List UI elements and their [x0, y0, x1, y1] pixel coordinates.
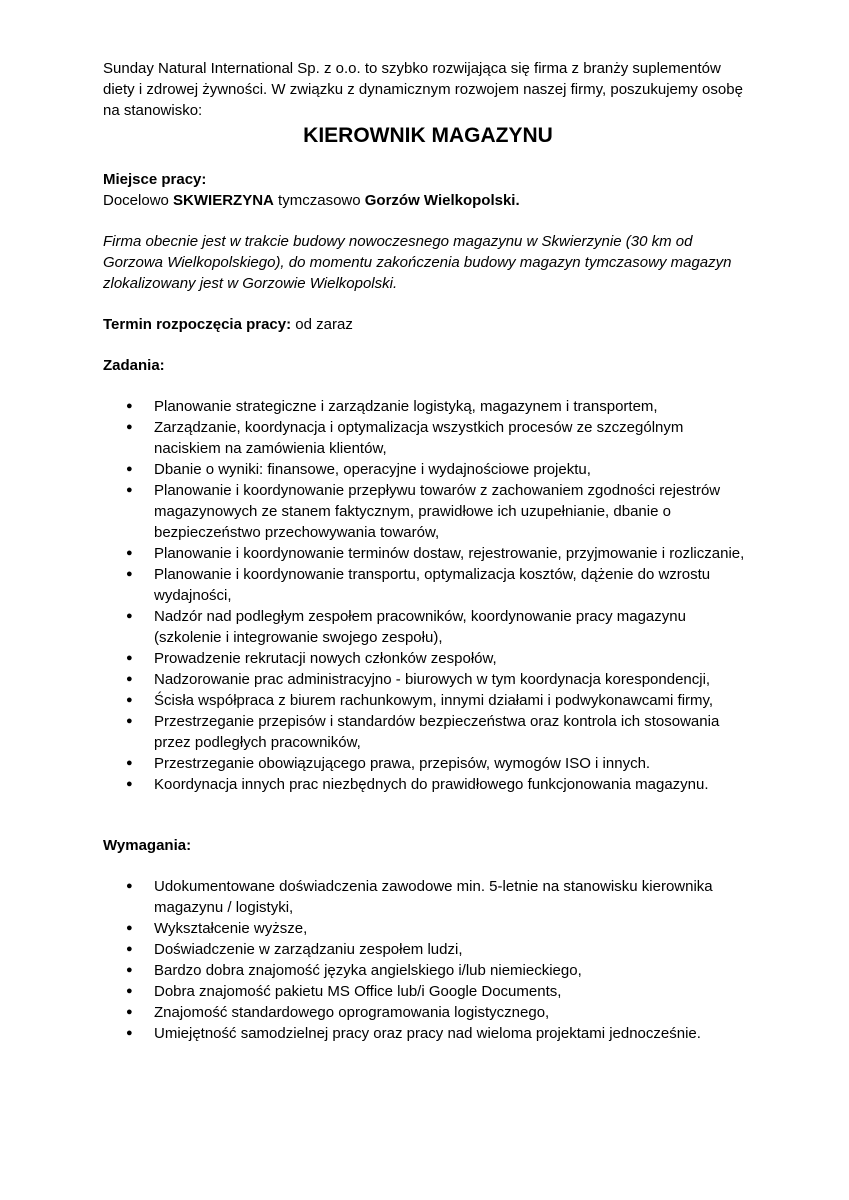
list-item: ● Znajomość standardowego oprogramowania logistycznego,: [103, 1002, 753, 1023]
list-item: ● Planowanie i koordynowanie transportu, optymalizacja kosztów, dążenie do wzrostu wydajności,: [103, 564, 753, 606]
list-item: ● Ścisła współpraca z biurem rachunkowym, innymi działami i podwykonawcami firmy,: [103, 690, 753, 711]
list-item: ● Prowadzenie rekrutacji nowych członków zespołów,: [103, 648, 753, 669]
document-page: [103, 58, 753, 1044]
list-item: ● Wykształcenie wyższe,: [103, 918, 753, 939]
requirements-heading: Wymagania:: [103, 837, 192, 854]
workplace-middle: tymczasowo: [273, 192, 365, 209]
workplace-line: [103, 190, 753, 211]
workplace-label: Miejsce pracy:: [103, 171, 207, 188]
job-title: KIEROWNIK MAGAZYNU: [303, 124, 553, 147]
list-item: ● Planowanie i koordynowanie terminów dostaw, rejestrowanie, przyjmowanie i rozliczanie,: [103, 543, 753, 564]
warehouse-note: Firma obecnie jest w trakcie budowy nowoczesnego magazynu w Skwierzynie (30 km od Gorzowa Wielkopolskiego), do momentu zakończenia budowy magazyn tymczasowy magazyn zlokalizowany jest w Gorzowie Wielkopolski.: [103, 233, 732, 292]
workplace-prefix: Docelowo: [103, 192, 174, 209]
list-item: ● Przestrzeganie przepisów i standardów bezpieczeństwa oraz kontrola ich stosowania przez podległych pracowników,: [103, 711, 753, 753]
tasks-list: [103, 396, 753, 795]
requirements-list: [103, 876, 753, 1044]
list-item: ● Koordynacja innych prac niezbędnych do prawidłowego funkcjonowania magazynu.: [103, 774, 753, 795]
list-item: ● Planowanie i koordynowanie przepływu towarów z zachowaniem zgodności rejestrów magazynowych ze stanem faktycznym, prawidłowe ich uzupełnianie, dbanie o bezpieczeństwo przechowywania towarów,: [103, 480, 753, 543]
list-item: ● Planowanie strategiczne i zarządzanie logistyką, magazynem i transportem,: [103, 396, 753, 417]
start-date-label: Termin rozpoczęcia pracy:: [103, 316, 292, 333]
intro-paragraph: Sunday Natural International Sp. z o.o. to szybko rozwijająca się firma z branży suplementów diety i zdrowej żywności. W związku z dynamicznym rozwojem naszej firmy, poszukujemy osobę na stanowisko:: [103, 60, 743, 119]
list-item: ● Umiejętność samodzielnej pracy oraz pracy nad wieloma projektami jednocześnie.: [103, 1023, 753, 1044]
tasks-heading: Zadania:: [103, 357, 165, 374]
list-item: ● Zarządzanie, koordynacja i optymalizacja wszystkich procesów ze szczególnym naciskiem na zamówienia klientów,: [103, 417, 753, 459]
list-item: ● Udokumentowane doświadczenia zawodowe min. 5-letnie na stanowisku kierownika magazynu / logistyki,: [103, 876, 753, 918]
list-item: ● Nadzorowanie prac administracyjno - biurowych w tym koordynacja korespondencji,: [103, 669, 753, 690]
start-date-value: od zaraz: [291, 316, 353, 333]
list-item: ● Dobra znajomość pakietu MS Office lub/i Google Documents,: [103, 981, 753, 1002]
start-date-line: [103, 314, 753, 335]
workplace-city-temporary: Gorzów Wielkopolski.: [364, 192, 520, 209]
list-item: ● Nadzór nad podległym zespołem pracowników, koordynowanie pracy magazynu (szkolenie i integrowanie swojego zespołu),: [103, 606, 753, 648]
list-item: ● Przestrzeganie obowiązującego prawa, przepisów, wymogów ISO i innych.: [103, 753, 753, 774]
workplace-city-primary: SKWIERZYNA: [173, 192, 274, 209]
list-item: ● Dbanie o wyniki: finansowe, operacyjne i wydajnościowe projektu,: [103, 459, 753, 480]
list-item: ● Doświadczenie w zarządzaniu zespołem ludzi,: [103, 939, 753, 960]
list-item: ● Bardzo dobra znajomość języka angielskiego i/lub niemieckiego,: [103, 960, 753, 981]
